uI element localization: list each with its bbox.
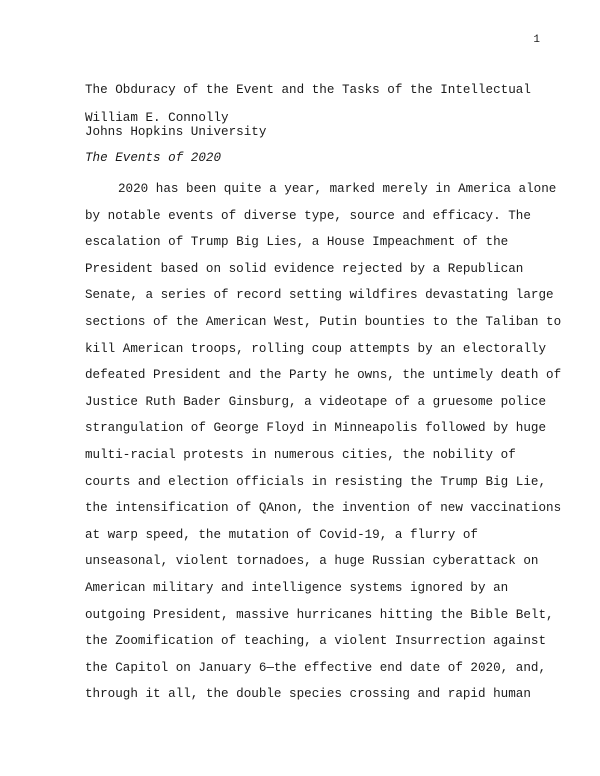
body-line: kill American troops, rolling coup attempts by an electorally — [85, 341, 547, 356]
body-line: Senate, a series of record setting wildfires devastating large — [85, 288, 554, 303]
section-heading: The Events of 2020 — [85, 151, 222, 165]
body-line: at warp speed, the mutation of Covid-19, a flurry of — [85, 527, 478, 542]
body-line: multi-racial protests in numerous cities, the nobility of — [85, 447, 516, 462]
body-line: by notable events of diverse type, source and efficacy. The — [85, 208, 531, 223]
body-line: through it all, the double species crossing and rapid human — [85, 687, 531, 702]
body-line: sections of the American West, Putin bounties to the Taliban to — [85, 314, 562, 329]
body-line: President based on solid evidence rejected by a Republican — [85, 261, 524, 276]
body-line: Justice Ruth Bader Ginsburg, a videotape of a gruesome police — [85, 394, 547, 409]
body-line: defeated President and the Party he owns, the untimely death of — [85, 368, 562, 383]
body-line: 2020 has been quite a year, marked merely in America alone — [118, 182, 557, 196]
paper-title: The Obduracy of the Event and the Tasks of the Intellectual — [85, 83, 531, 97]
body-line: the Zoomification of teaching, a violent Insurrection against — [85, 634, 547, 649]
body-line: the intensification of QAnon, the invention of new vaccinations — [85, 501, 562, 516]
author-block — [85, 111, 266, 139]
author-name: William E. Connolly — [85, 111, 229, 125]
body-line: escalation of Trump Big Lies, a House Impeachment of the — [85, 235, 509, 250]
page-number: 1 — [533, 34, 540, 46]
body-line: courts and election officials in resisting the Trump Big Lie, — [85, 474, 547, 489]
author-affiliation: Johns Hopkins University — [85, 125, 267, 139]
body-line: outgoing President, massive hurricanes hitting the Bible Belt, — [85, 607, 554, 622]
body-line: unseasonal, violent tornadoes, a huge Russian cyberattack on — [85, 554, 539, 569]
body-line: strangulation of George Floyd in Minneapolis followed by huge — [85, 421, 547, 436]
body-paragraph — [85, 176, 562, 708]
body-line: American military and intelligence systems ignored by an — [85, 580, 509, 595]
body-line: the Capitol on January 6—the effective end date of 2020, and, — [85, 660, 547, 675]
